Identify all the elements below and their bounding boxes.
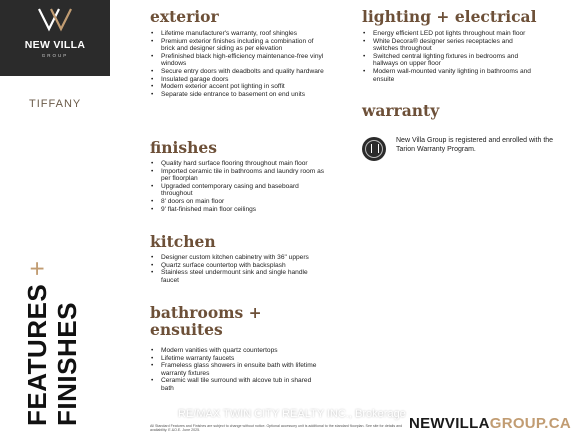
list-item: • Lifetime manufacturer's warranty, roof shingles	[150, 30, 325, 38]
side-title-line1: FEATURES	[22, 283, 52, 426]
logo-mark-icon	[37, 7, 73, 33]
list-item: • Quality hard surface flooring throughout main floor	[150, 160, 325, 168]
logo-name: NEW VILLA	[24, 39, 86, 51]
warranty-row	[362, 135, 562, 165]
list-item: • Modern wall-mounted vanity lighting in bathrooms and ensuite	[362, 68, 537, 83]
side-title	[22, 260, 82, 426]
footnote: All Standard Features and Finishes are subject to change without notice. Optional accessory unit is additional to the standard floorplan. See site for details and availability. E.&O.E. June 2025.	[150, 424, 403, 432]
list-item: • Insulated garage doors	[150, 76, 325, 84]
brokerage-watermark: RE/MAX TWIN CITY REALTY INC., Brokerage	[178, 408, 406, 420]
list-item: • Upgraded contemporary casing and baseboard throughout	[150, 183, 325, 198]
list-lighting	[362, 30, 537, 83]
list-item: • 9' flat-finished main floor ceilings	[150, 206, 325, 214]
heading-bathrooms-line2: ensuites	[150, 320, 223, 339]
list-item: • Quartz surface countertop with backsplash	[150, 262, 325, 270]
website-url-part2: GROUP.CA	[489, 415, 572, 432]
list-item: • Stainless steel undermount sink and single handle faucet	[150, 269, 325, 284]
list-item: • Secure entry doors with deadbolts and quality hardware	[150, 68, 325, 76]
logo-subtitle: GROUP	[41, 53, 69, 58]
heading-finishes: finishes	[150, 138, 218, 157]
list-item: • White Decora® designer series receptacles and switches throughout	[362, 38, 537, 53]
side-title-line2: FINISHES	[52, 302, 82, 426]
heading-bathrooms-line1: bathrooms +	[150, 303, 262, 322]
list-item: • Imported ceramic tile in bathrooms and laundry room as per floorplan	[150, 168, 325, 183]
website-url[interactable]	[409, 415, 571, 432]
list-exterior	[150, 30, 325, 98]
list-item: • Modern vanities with quartz countertops	[150, 347, 325, 355]
heading-bathrooms	[150, 304, 262, 338]
list-item: • Separate side entrance to basement on end units	[150, 91, 325, 99]
side-title-plus: +	[22, 260, 52, 277]
brand-logo	[0, 0, 110, 76]
list-item: • Frameless glass showers in ensuite bath with lifetime warranty fixtures	[150, 362, 325, 377]
list-item: • Modern exterior accent pot lighting in soffit	[150, 83, 325, 91]
heading-exterior: exterior	[150, 7, 219, 26]
heading-warranty: warranty	[362, 101, 440, 120]
list-finishes	[150, 160, 325, 213]
list-item: • Energy efficient LED pot lights throughout main floor	[362, 30, 537, 38]
website-url-part1: NEWVILLA	[409, 415, 490, 432]
list-bathrooms	[150, 347, 325, 393]
tarion-seal-icon	[362, 137, 386, 161]
list-item: • Prefinished black high-efficiency maintenance-free vinyl windows	[150, 53, 325, 68]
list-item: • Ceramic wall tile surround with alcove tub in shared bath	[150, 377, 325, 392]
list-kitchen	[150, 254, 325, 284]
heading-lighting: lighting + electrical	[362, 7, 537, 26]
warranty-text: New Villa Group is registered and enrolled with the Tarion Warranty Program.	[396, 137, 554, 153]
list-item: • Designer custom kitchen cabinetry with 36" uppers	[150, 254, 325, 262]
list-item: • Lifetime warranty faucets	[150, 355, 325, 363]
list-item: • Switched central lighting fixtures in bedrooms and hallways on upper floor	[362, 53, 537, 68]
model-name: TIFFANY	[29, 98, 82, 110]
list-item: • Premium exterior finishes including a combination of brick and designer siding as per elevation	[150, 38, 325, 53]
heading-kitchen: kitchen	[150, 232, 216, 251]
list-item: • 8' doors on main floor	[150, 198, 325, 206]
